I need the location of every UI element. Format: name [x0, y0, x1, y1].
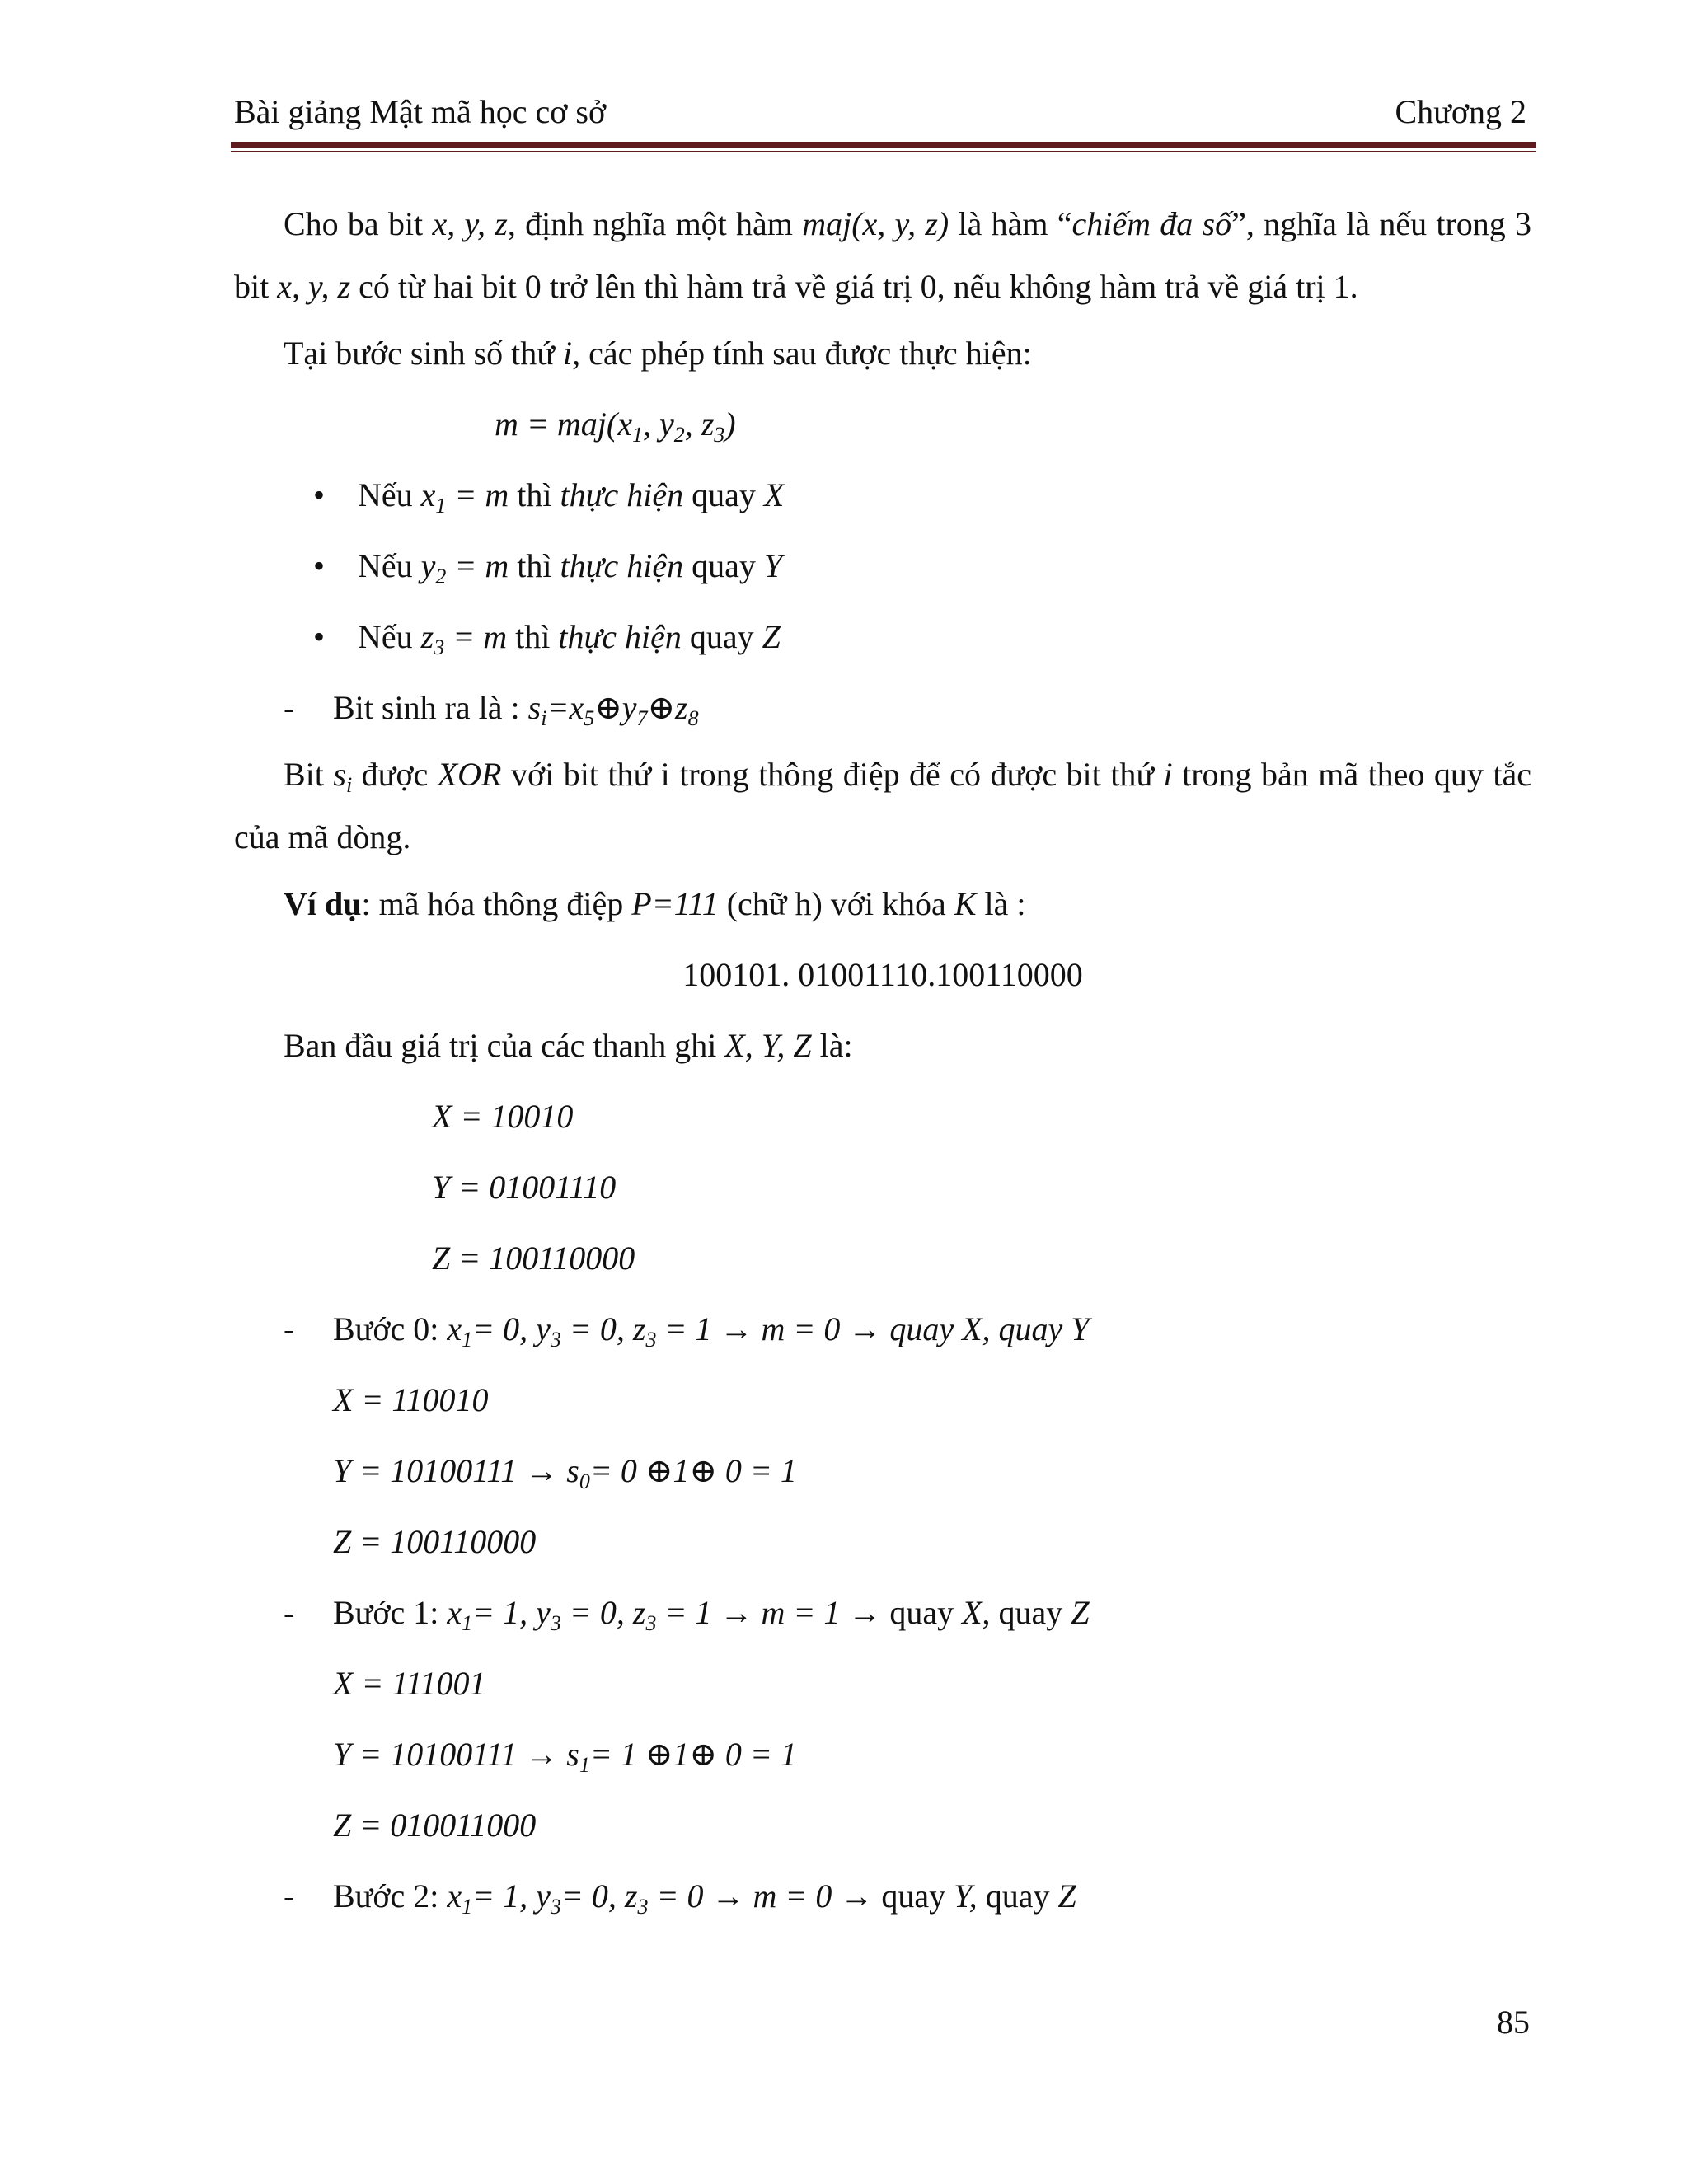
step-0-register-y: $Y = 10100111 \to s_0= 0$ ⊕1⊕ 0 = 1: [333, 1452, 797, 1493]
bullet-item-x: • Nếu $x_1 = m$ thì thực hiện quay X: [234, 460, 1531, 531]
init-register-y: Y = 01001110: [432, 1169, 617, 1206]
step-0-line: - Bước 0: $x_1= 0$, $y_3 = 0$, $z_3 = 1 \to m = 0$ → quay X, quay Y: [284, 1310, 1090, 1352]
step-0-register-x: X = 110010: [333, 1381, 489, 1418]
paragraph-step-intro: Tại bước sinh số thứ i, các phép tính sau được thực hiện:: [284, 335, 1032, 372]
header-rule-thick: [231, 142, 1536, 148]
formula-m: $m = maj(x_1$, $y_2$, $z_3$): [495, 405, 736, 447]
init-register-z: Z = 100110000: [432, 1240, 635, 1277]
key-value: 100101. 01001110.100110000: [682, 956, 1083, 993]
header-chapter: Chương 2: [1395, 93, 1526, 130]
bullet-item-y: • Nếu $y_2 = m$ thì thực hiện quay Y: [234, 531, 1531, 602]
bullet-icon: •: [313, 547, 326, 584]
bit-generation-line: - Bit sinh ra là : $s_i=x_5\oplus y_7\oplus z_8$: [284, 689, 699, 730]
header-title: Bài giảng Mật mã học cơ sở: [234, 93, 607, 130]
step-0-register-z: Z = 100110000: [333, 1523, 537, 1560]
bullet-icon: •: [313, 618, 326, 655]
init-register-x: X = 10010: [432, 1098, 574, 1135]
step-2-line: - Bước 2: $x_1= 1$, $y_3= 0$, $z_3 = 0 \to m = 0$ → quay Y, quay Z: [284, 1877, 1076, 1919]
bullet-icon: •: [313, 476, 326, 513]
bullet-item-z: • Nếu $z_3 = m$ thì thực hiện quay Z: [234, 602, 1531, 673]
header-rule-thin: [231, 151, 1536, 152]
paragraph-majority-definition: Cho ba bit x, y, z, định nghĩa một hàm maj(x, y, z) là hàm “chiếm đa số”, nghĩa là nếu trong 3 bit x, y, z có từ hai bit 0 trở lên thì hàm trả về giá trị 0, nếu không hàm trả về giá trị 1.: [234, 205, 1532, 305]
step-1-register-x: X = 111001: [333, 1665, 486, 1702]
page-number: 85: [1497, 2004, 1530, 2041]
example-line: Ví dụ: mã hóa thông điệp P=111 (chữ h) với khóa K là :: [284, 885, 1026, 922]
paragraph-xor-rule: Bit $s_i$ được XOR với bit thứ i trong thông điệp để có được bit thứ i trong bản mã theo quy tắc của mã dòng.: [234, 756, 1531, 855]
step-1-register-y: $Y = 10100111 \to s_1= 1$ ⊕1⊕ 0 = 1: [333, 1736, 797, 1777]
step-1-line: - Bước 1: $x_1= 1$, $y_3 = 0$, $z_3 = 1 \to m = 1$ → quay X, quay Z: [284, 1594, 1090, 1635]
page-body: [234, 190, 1531, 1932]
init-registers-intro: Ban đầu giá trị của các thanh ghi X, Y, Z là:: [284, 1027, 853, 1064]
step-1-register-z: Z = 010011000: [333, 1807, 537, 1844]
